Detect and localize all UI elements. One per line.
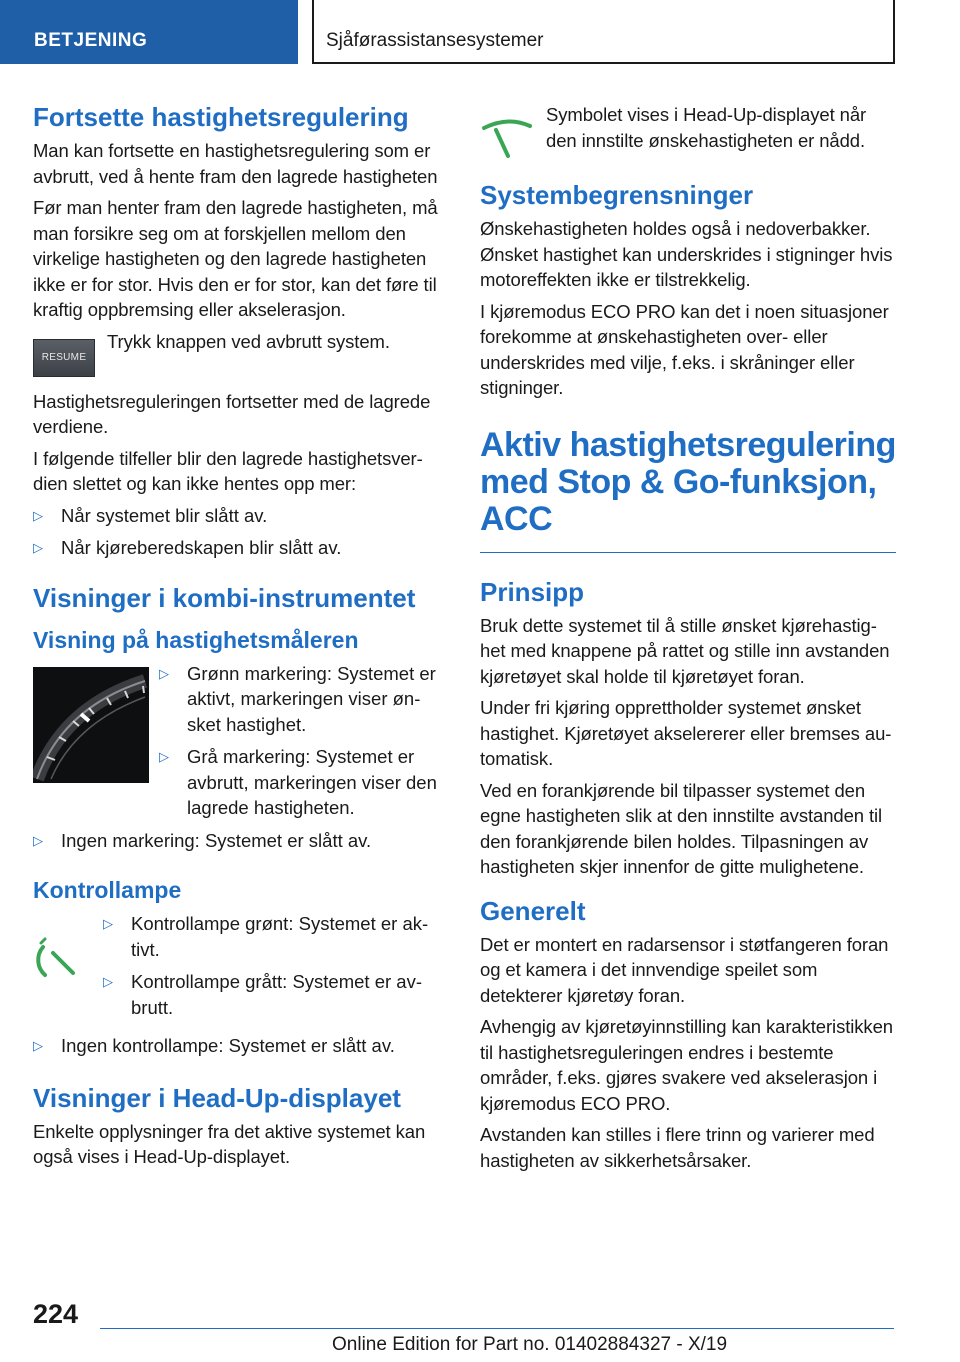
paragraph: Under fri kjøring opprettholder systemet ønsket hastighet. Kjøretøyet akselererer eller bremses automatisk. <box>480 697 892 769</box>
paragraph: I følgende tilfeller blir den lagrede hastighetsverdien slettet og kan ikke hentes opp mer: <box>33 447 423 494</box>
heading-fortsette: Fortsette hastighetsregulering <box>33 102 409 132</box>
left-column <box>33 100 447 1176</box>
footer-divider <box>100 1328 894 1329</box>
paragraph: Avstanden kan stilles i flere trinn og varierer med hastigheten av sikkerhetsårsaker. <box>480 1124 875 1171</box>
list-item: ▷ Kontrollampe grått: Systemet er avbrutt. <box>103 969 447 1020</box>
paragraph: Før man henter fram den lagrede hastigheten, må man forsikre seg om at forskjellen mellom den virkelige hastigheten og den lagrede hastigheten ikke er for stor. Hvis den er for stor, kan det føre til kraftig oppbremsing eller akselerasjon. <box>33 197 438 320</box>
speedometer-bullets <box>159 661 447 828</box>
hud-symbol-text: Symbolet vises i Head-Up-displayet når den innstilte ønskehastigheten er nådd. <box>546 104 867 151</box>
resume-button-icon <box>33 339 95 377</box>
lamp-bullets <box>103 911 447 1027</box>
header-chapter-label: Sjåførassistansesystemer <box>326 30 544 51</box>
paragraph: Det er montert en radarsensor i støtfangeren foran og et kamera i det innvendige speilet som detekterer kjøretøy foran. <box>480 933 889 1006</box>
header-chapter-box <box>312 0 895 64</box>
section-divider <box>480 552 896 553</box>
list-item: ▷ Når systemet blir slått av. <box>33 503 447 529</box>
list-item: ▷ Kontrollampe grønt: Systemet er aktivt. <box>103 911 447 962</box>
hud-symbol-row <box>480 102 896 162</box>
paragraph: Hastighetsreguleringen fortsetter med de lagrede verdiene. <box>33 390 431 437</box>
resume-instruction <box>33 329 447 377</box>
paragraph: Avhengig av kjøretøyinnstilling kan karakteristikken til hastighetsreguleringen endres i bestemte områder, f.eks. gjøres svakere ved akselerasjon i kjøremodus ECO PRO. <box>480 1016 893 1114</box>
paragraph: Ved en forankjørende bil tilpasser systemet den egne hastigheten slik at den innstilte avstanden til den forankjørende bilen holdes. Tilpasningen av hastigheten skjer innenfor de gitte mulighetene. <box>480 779 883 877</box>
heading-kontrollampe: Kontrollampe <box>33 877 182 903</box>
heading-head-up-display: Visninger i Head-Up-displayet <box>33 1082 401 1113</box>
resume-button-label: RESUME <box>41 352 87 363</box>
paragraph: Man kan fortsette en hastighetsregulering som er avbrutt, ved å hente fram den lagrede hastigheten <box>33 140 438 187</box>
list-item: ▷ Når kjøreberedskapen blir slått av. <box>33 535 447 561</box>
paragraph: Bruk dette systemet til å stille ønsket kjørehastighet med knappene på rattet og stille inn avstanden kjøretøyet skal holde til kjøretøyet foran. <box>480 614 890 687</box>
list-item: ▷ Ingen markering: Systemet er slått av. <box>33 828 447 854</box>
footer-edition: Online Edition for Part no. 01402884327 - X/19 <box>332 1334 728 1355</box>
indicator-lamp-display <box>33 911 447 1027</box>
paragraph: I kjøremodus ECO PRO kan det i noen situasjoner forekomme at ønskehastigheten over- eller underskrides med vilje, f.eks. i skråninger eller stigninger. <box>480 300 889 398</box>
heading-visning-hastighetsmaler: Visning på hastighetsmåleren <box>33 626 359 653</box>
speedometer-display <box>33 661 447 828</box>
resume-instruction-text: Trykk knappen ved avbrutt system. <box>107 330 390 352</box>
heading-acc: Aktiv hastighetsregulering med Stop & Go-funksjon, ACC <box>480 425 896 538</box>
heading-systembegrensninger: Systembegrensninger <box>480 180 754 210</box>
paragraph: Enkelte opplysninger fra det aktive systemet kan også vises i Head-Up-displayet. <box>33 1120 426 1167</box>
list-item: ▷ Grå markering: Systemet er avbrutt, markeringen viser den lagrede hastigheten. <box>159 744 447 821</box>
list-item: ▷ Grønn markering: Systemet er aktivt, markeringen viser ønsket hastighet. <box>159 661 447 738</box>
page-number: 224 <box>33 1299 79 1329</box>
paragraph: Ønskehastigheten holdes også i nedoverbakker. Ønsket hastighet kan underskrides i stigninger hvis motoreffekten ikke er tilstrekkelig. <box>480 218 893 290</box>
heading-generelt: Generelt <box>480 895 586 926</box>
right-column <box>480 100 896 1179</box>
heading-prinsipp: Prinsipp <box>480 576 585 607</box>
hud-speed-reached-icon <box>480 112 540 162</box>
cruise-control-lamp-icon <box>33 933 83 983</box>
list-item: ▷ Ingen kontrollampe: Systemet er slått av. <box>33 1033 447 1059</box>
header-section-tab <box>0 0 298 64</box>
speedometer-icon <box>33 667 149 783</box>
heading-visninger-kombi: Visninger i kombi-instrumentet <box>33 582 416 613</box>
header-section-label: BETJENING <box>34 30 148 51</box>
